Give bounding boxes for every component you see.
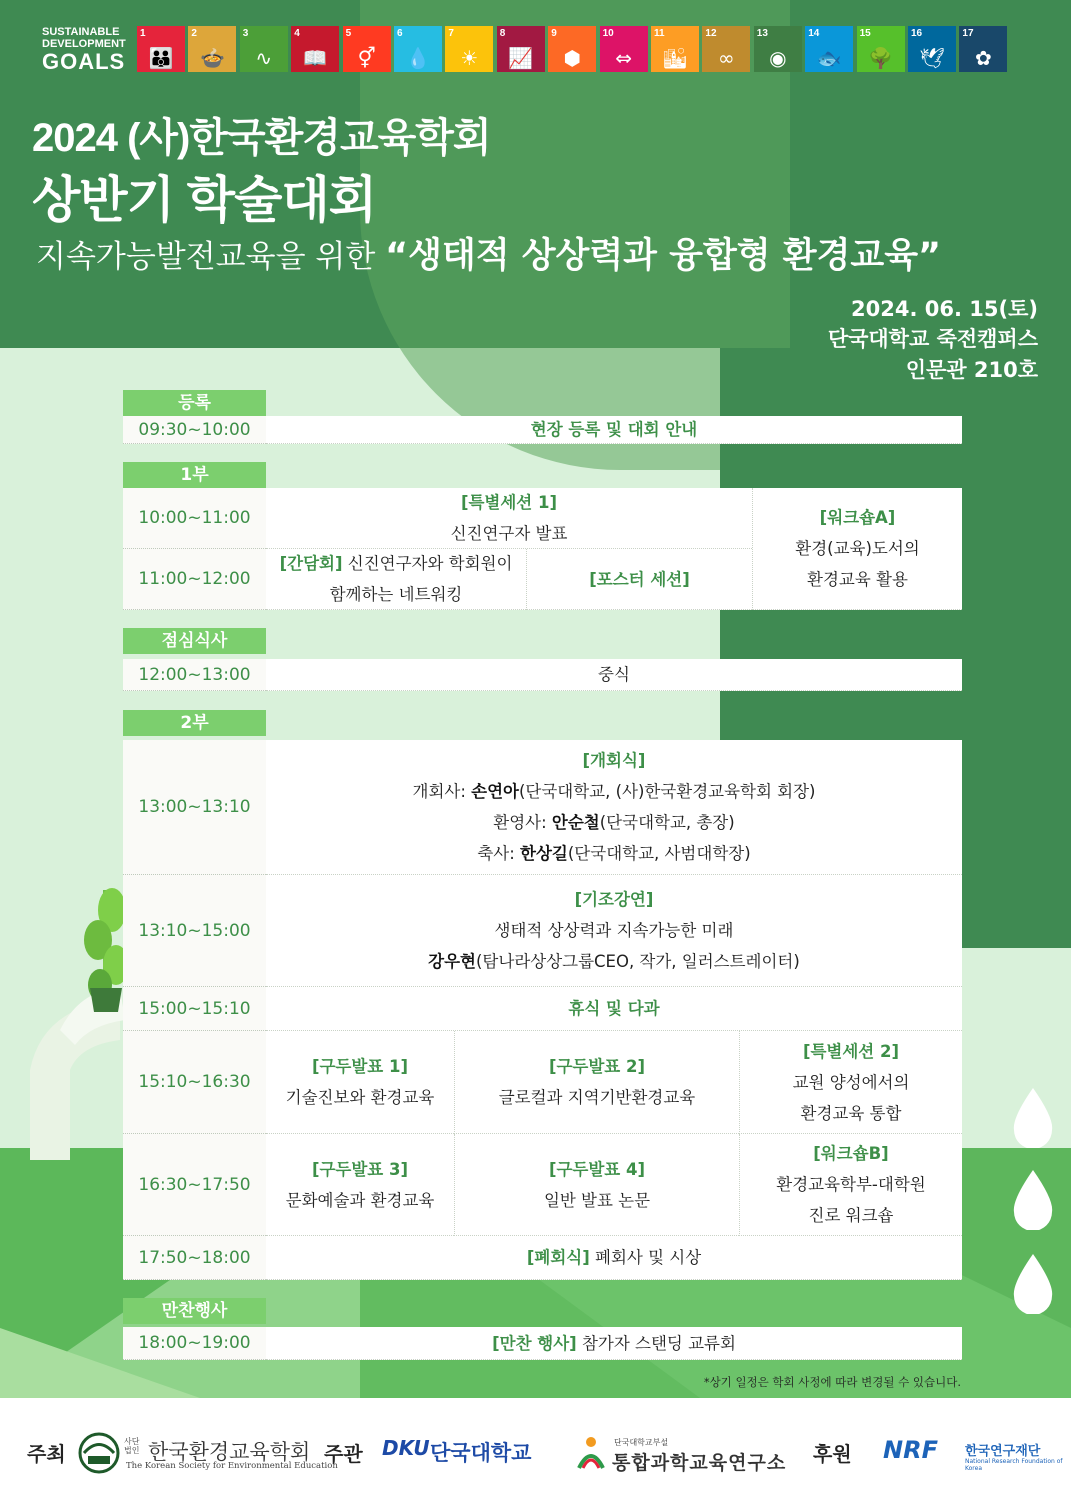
lunch-row [123,659,962,691]
time-cell: 16:30~17:50 [123,1134,266,1236]
sdg-tile-15 [857,26,905,72]
family-icon: 👪 [148,46,174,70]
oral-1-title: [구두발표 1] [311,1057,409,1076]
special-session-1-desc: 신진연구자 발표 [450,524,568,543]
dinner-desc: 참가자 스탠딩 교류회 [576,1333,736,1353]
schedule-notice: *상기 일정은 학회 사정에 따라 변경될 수 있습니다. [703,1375,961,1389]
closing-title: [폐회식] [526,1248,590,1267]
break [266,987,962,1031]
sdg-tile-number: 7 [448,28,454,39]
time-cell: 17:50~18:00 [123,1236,266,1280]
dku-logo: DKU [382,1436,430,1460]
part2-block [123,740,962,1280]
registration-content: 현장 등록 및 대회 안내 [530,420,698,439]
oral-4 [454,1134,739,1236]
sponsor-label: 후원 [813,1442,852,1466]
event-date: 2024. 06. 15(토) [851,297,1038,321]
workshop-b-desc2: 진로 워크숍 [808,1206,894,1225]
opening-line3 [477,838,750,869]
sdg-tile-number: 17 [962,28,974,39]
time-cell: 18:00~19:00 [123,1327,266,1360]
bowl-icon: 🍲 [199,46,225,70]
content-cell [266,659,962,691]
host-name: 한국환경교육학회 [148,1440,311,1464]
keynote-title: [기조강연] [574,890,654,909]
sdg-tile-number: 13 [756,28,768,39]
opening-line1 [413,776,816,807]
time-cell: 13:00~13:10 [123,740,266,875]
dove-icon: 🕊 [919,46,945,70]
workshop-a-desc1: 환경(교육)도서의 [795,539,920,558]
workshop-b-desc1: 환경교육학부-대학원 [776,1175,926,1194]
keynote [266,875,962,987]
sdg-tile-number: 5 [345,28,352,39]
flower-icon: ✿ [975,46,992,70]
book-icon: 📖 [302,46,328,70]
sdg-tile-5 [343,26,391,72]
water-glass-icon: 💧 [405,46,431,70]
sdg-tile-number: 8 [499,28,506,39]
workshop-b [739,1134,962,1236]
special-session-1 [266,488,752,549]
special-session-2-desc2: 환경교육 통합 [800,1103,902,1123]
sdg-tile-4 [291,26,339,72]
time-cell: 09:30~10:00 [123,416,266,444]
time-cell: 10:00~11:00 [123,488,266,549]
oral-3 [266,1134,454,1236]
section-head-part2: 2부 [123,710,266,736]
sdg-tile-1 [137,26,185,72]
speaker-name: 강우현 [428,952,476,971]
poster-session [526,549,752,610]
speaker-name: 한상길 [520,844,568,863]
subtitle-lead: 지속가능발전교육을 위한 [36,239,376,275]
time-cell: 12:00~13:00 [123,659,266,691]
title-line2: 상반기 학술대회 [32,172,376,228]
equality-icon: ⇔ [615,46,632,70]
organizer-label: 주관 [324,1442,363,1466]
tree-icon: 🌳 [868,46,894,70]
institute-logo-icon [575,1434,607,1470]
fish-icon: 🐟 [816,46,842,70]
workshop-a-desc2: 환경교육 활용 [807,570,908,589]
special-session-2 [739,1031,962,1134]
label: 축사: [477,844,521,863]
heartbeat-icon: ∿ [255,46,273,70]
sdg-tile-number: 15 [859,28,871,39]
break-content: 휴식 및 다과 [568,999,660,1018]
special-session-2-desc1: 교원 양성에서의 [792,1072,910,1092]
opening-title: [개회식] [582,751,646,770]
special-session-1-title: [특별세션 1] [460,493,558,512]
sdg-tile-2 [188,26,236,72]
sdg-tile-number: 11 [654,28,665,39]
sun-icon: ☀ [460,46,479,70]
sdg-tile-number: 4 [294,28,300,39]
water-drop-icon [1012,1254,1054,1314]
networking-talk-desc1: 신진연구자와 학회원이 [347,554,513,573]
networking-talk-title: [간담회] [279,554,343,573]
cubes-icon: ⬢ [563,46,581,70]
sdg-tile-number: 14 [808,28,820,39]
sdg-logo [42,26,132,74]
subtitle [36,228,941,278]
oral-4-title: [구두발표 4] [548,1159,646,1179]
sdg-tile-number: 12 [705,28,717,39]
sdg-tile-number: 6 [397,28,403,39]
host-label: 주최 [27,1442,66,1466]
sdg-tile-12 [702,26,750,72]
section-head-dinner: 만찬행사 [123,1298,266,1324]
sdg-logo-line3: GOALS [42,49,126,74]
workshop-b-title: [워크숍B] [813,1144,889,1163]
special-session-2-title: [특별세션 2] [802,1041,900,1061]
event-venue: 단국대학교 죽전캠퍼스 [827,327,1038,351]
oral-4-desc: 일반 발표 논문 [543,1190,651,1210]
sdg-tile-14 [805,26,853,72]
gender-icon: ⚥ [357,46,376,70]
sdg-tile-number: 1 [140,28,146,39]
sdg-tile-number: 3 [242,28,249,39]
institute-name: 통합과학교육연구소 [612,1452,787,1474]
label: 개회사: [412,782,472,801]
workshop-a-title: [워크숍A] [819,508,896,527]
sdg-tile-16 [908,26,956,72]
event-room: 인문관 210호 [905,358,1038,382]
time-cell: 11:00~12:00 [123,549,266,610]
oral-3-desc: 문화예술과 환경교육 [285,1190,435,1210]
sdg-tile-9 [548,26,596,72]
networking-talk [266,549,526,610]
keynote-speaker [428,946,800,977]
networking-talk-desc2: 함께하는 네트워킹 [329,585,463,604]
water-drop-icon [1012,1088,1054,1148]
subtitle-highlight: “생태적 상상력과 융합형 환경교육” [385,236,942,276]
section-head-lunch: 점심식사 [123,628,266,654]
content-cell [266,416,962,444]
sdg-tile-3 [240,26,288,72]
time-cell: 15:10~16:30 [123,1031,266,1134]
section-head-part1: 1부 [123,462,266,488]
workshop-a [752,488,962,610]
title-line1: 2024 (사)한국환경교육학회 [32,116,491,160]
sdg-logo-line2: DEVELOPMENT [42,38,126,50]
oral-2-desc: 글로컬과 지역기반환경교육 [498,1088,696,1107]
sdg-tile-11 [651,26,699,72]
speaker-affiliation: (단국대학교, (사)한국환경교육학회 회장) [518,782,816,801]
closing-ceremony [266,1236,962,1280]
keynote-topic: 생태적 상상력과 지속가능한 미래 [494,921,734,940]
organizer-name: 단국대학교 [430,1441,532,1465]
oral-2 [454,1031,739,1134]
time-cell: 13:10~15:00 [123,875,266,987]
host-name-en: The Korean Society for Environmental Education [126,1461,338,1471]
sponsor-name: 한국연구재단 [965,1444,1041,1459]
time-cell: 15:00~15:10 [123,987,266,1031]
growth-chart-icon: 📈 [508,46,534,70]
sdg-tile-7 [445,26,493,72]
society-logo-icon [78,1432,120,1474]
sdg-tile-13 [754,26,802,72]
sdg-tile-10 [600,26,648,72]
closing-desc: 폐회사 및 시상 [589,1248,702,1267]
oral-3-title: [구두발표 3] [311,1159,409,1179]
part1-block [123,488,962,610]
oral-1 [266,1031,454,1134]
speaker-name: 손연아 [471,782,519,801]
speaker-name: 안순철 [551,813,600,832]
sdg-tile-17 [959,26,1007,72]
sdg-tile-6 [394,26,442,72]
speaker-affiliation: (단국대학교, 총장) [599,813,735,832]
infinity-icon: ∞ [718,46,735,70]
poster-session-title: [포스터 세션] [589,569,690,589]
sdg-tile-number: 16 [911,28,923,39]
nrf-logo: NRF [883,1436,938,1464]
sdg-logo-line1: SUSTAINABLE [42,26,120,38]
sponsor-name-en: National Research Foundation of Korea [965,1458,1063,1472]
plant-hand-icon [0,870,140,1160]
speaker-affiliation: (탐나라상상그룹CEO, 작가, 일러스트레이터) [476,952,800,971]
sdg-tile-number: 2 [191,28,197,39]
sdg-tile-number: 10 [602,28,614,39]
speaker-affiliation: (단국대학교, 사범대학장) [567,844,751,863]
oral-2-title: [구두발표 2] [548,1057,646,1076]
dinner-row [123,1327,962,1360]
water-drop-icon [1012,1170,1054,1230]
sdg-tile-number: 9 [551,28,557,39]
eye-icon: ◉ [769,46,787,70]
dinner-title: [만찬 행사] [492,1333,577,1353]
opening-line2 [493,807,734,838]
lunch-content: 중식 [598,665,630,684]
city-icon: 🏙 [662,46,688,70]
registration-row [123,416,962,444]
institute-affiliation: 단국대학교부설 [614,1438,669,1447]
label: 환영사: [493,813,552,832]
sdg-tile-8 [497,26,545,72]
oral-1-desc: 기술진보와 환경교육 [285,1088,435,1107]
opening-ceremony [266,740,962,875]
section-head-registration: 등록 [123,390,266,416]
content-cell [266,1327,962,1360]
host-corp: 사단법인 [124,1437,140,1455]
